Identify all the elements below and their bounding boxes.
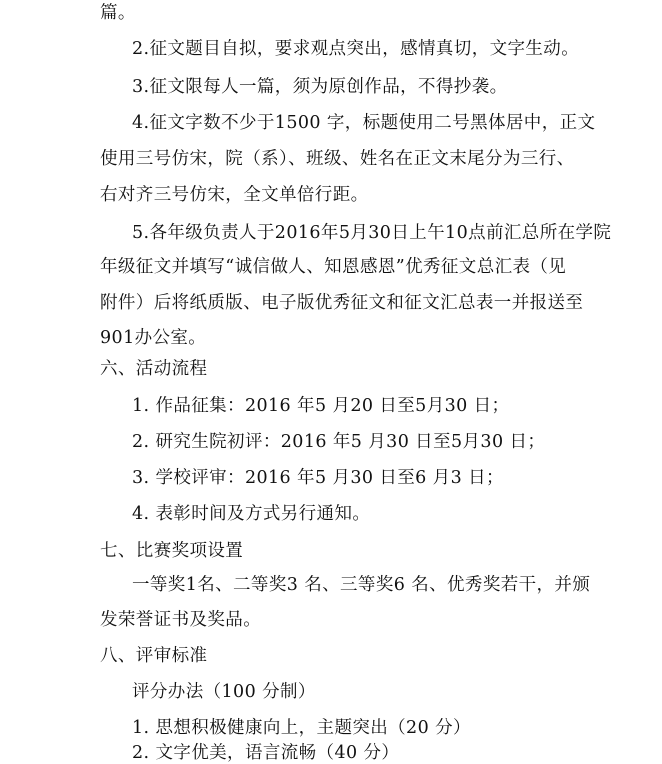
section-heading-awards: 七、比赛奖项设置 [100,541,244,561]
rule-item-5-line-2: 年级征文并填写“诚信做人、知恩感恩”优秀征文总汇表（见 [100,257,567,277]
section-heading-process: 六、活动流程 [100,359,208,379]
rule-item-5: 5.各年级负责人于2016年5月30日上午10点前汇总所在学院 [132,223,612,243]
awards-text-line-2: 发荣誉证书及奖品。 [100,610,262,630]
rule-item-5-line-4: 901办公室。 [100,328,207,348]
rule-item-3: 3.征文限每人一篇，须为原创作品，不得抄袭。 [132,77,508,97]
process-item-2: 2. 研究生院初评：2016 年5 月30 日至5月30 日； [132,432,546,452]
paragraph-continuation: 篇。 [100,3,136,23]
rule-item-4-line-2: 使用三号仿宋，院（系）、班级、姓名在正文末尾分为三行、 [100,149,575,169]
rule-item-5-line-3: 附件）后将纸质版、电子版优秀征文和征文汇总表一并报送至 [100,293,584,313]
awards-text: 一等奖1名、二等奖3 名、三等奖6 名、优秀奖若干，并颁 [132,575,591,595]
criteria-item-2: 2. 文字优美，语言流畅（40 分） [132,743,400,763]
rule-item-2: 2.征文题目自拟，要求观点突出，感情真切，文字生动。 [132,39,580,59]
rule-item-4: 4.征文字数不少于1500 字，标题使用二号黑体居中，正文 [132,113,596,133]
section-heading-criteria: 八、评审标准 [100,646,208,666]
process-item-4: 4. 表彰时间及方式另行通知。 [132,504,371,524]
rule-item-4-line-3: 右对齐三号仿宋，全文单倍行距。 [100,185,369,205]
process-item-1: 1. 作品征集：2016 年5 月20 日至5月30 日； [132,396,510,416]
process-item-3: 3. 学校评审：2016 年5 月30 日至6 月3 日； [132,468,504,488]
scoring-method: 评分办法（100 分制） [132,682,316,702]
criteria-item-1: 1. 思想积极健康向上，主题突出（20 分） [132,718,471,738]
